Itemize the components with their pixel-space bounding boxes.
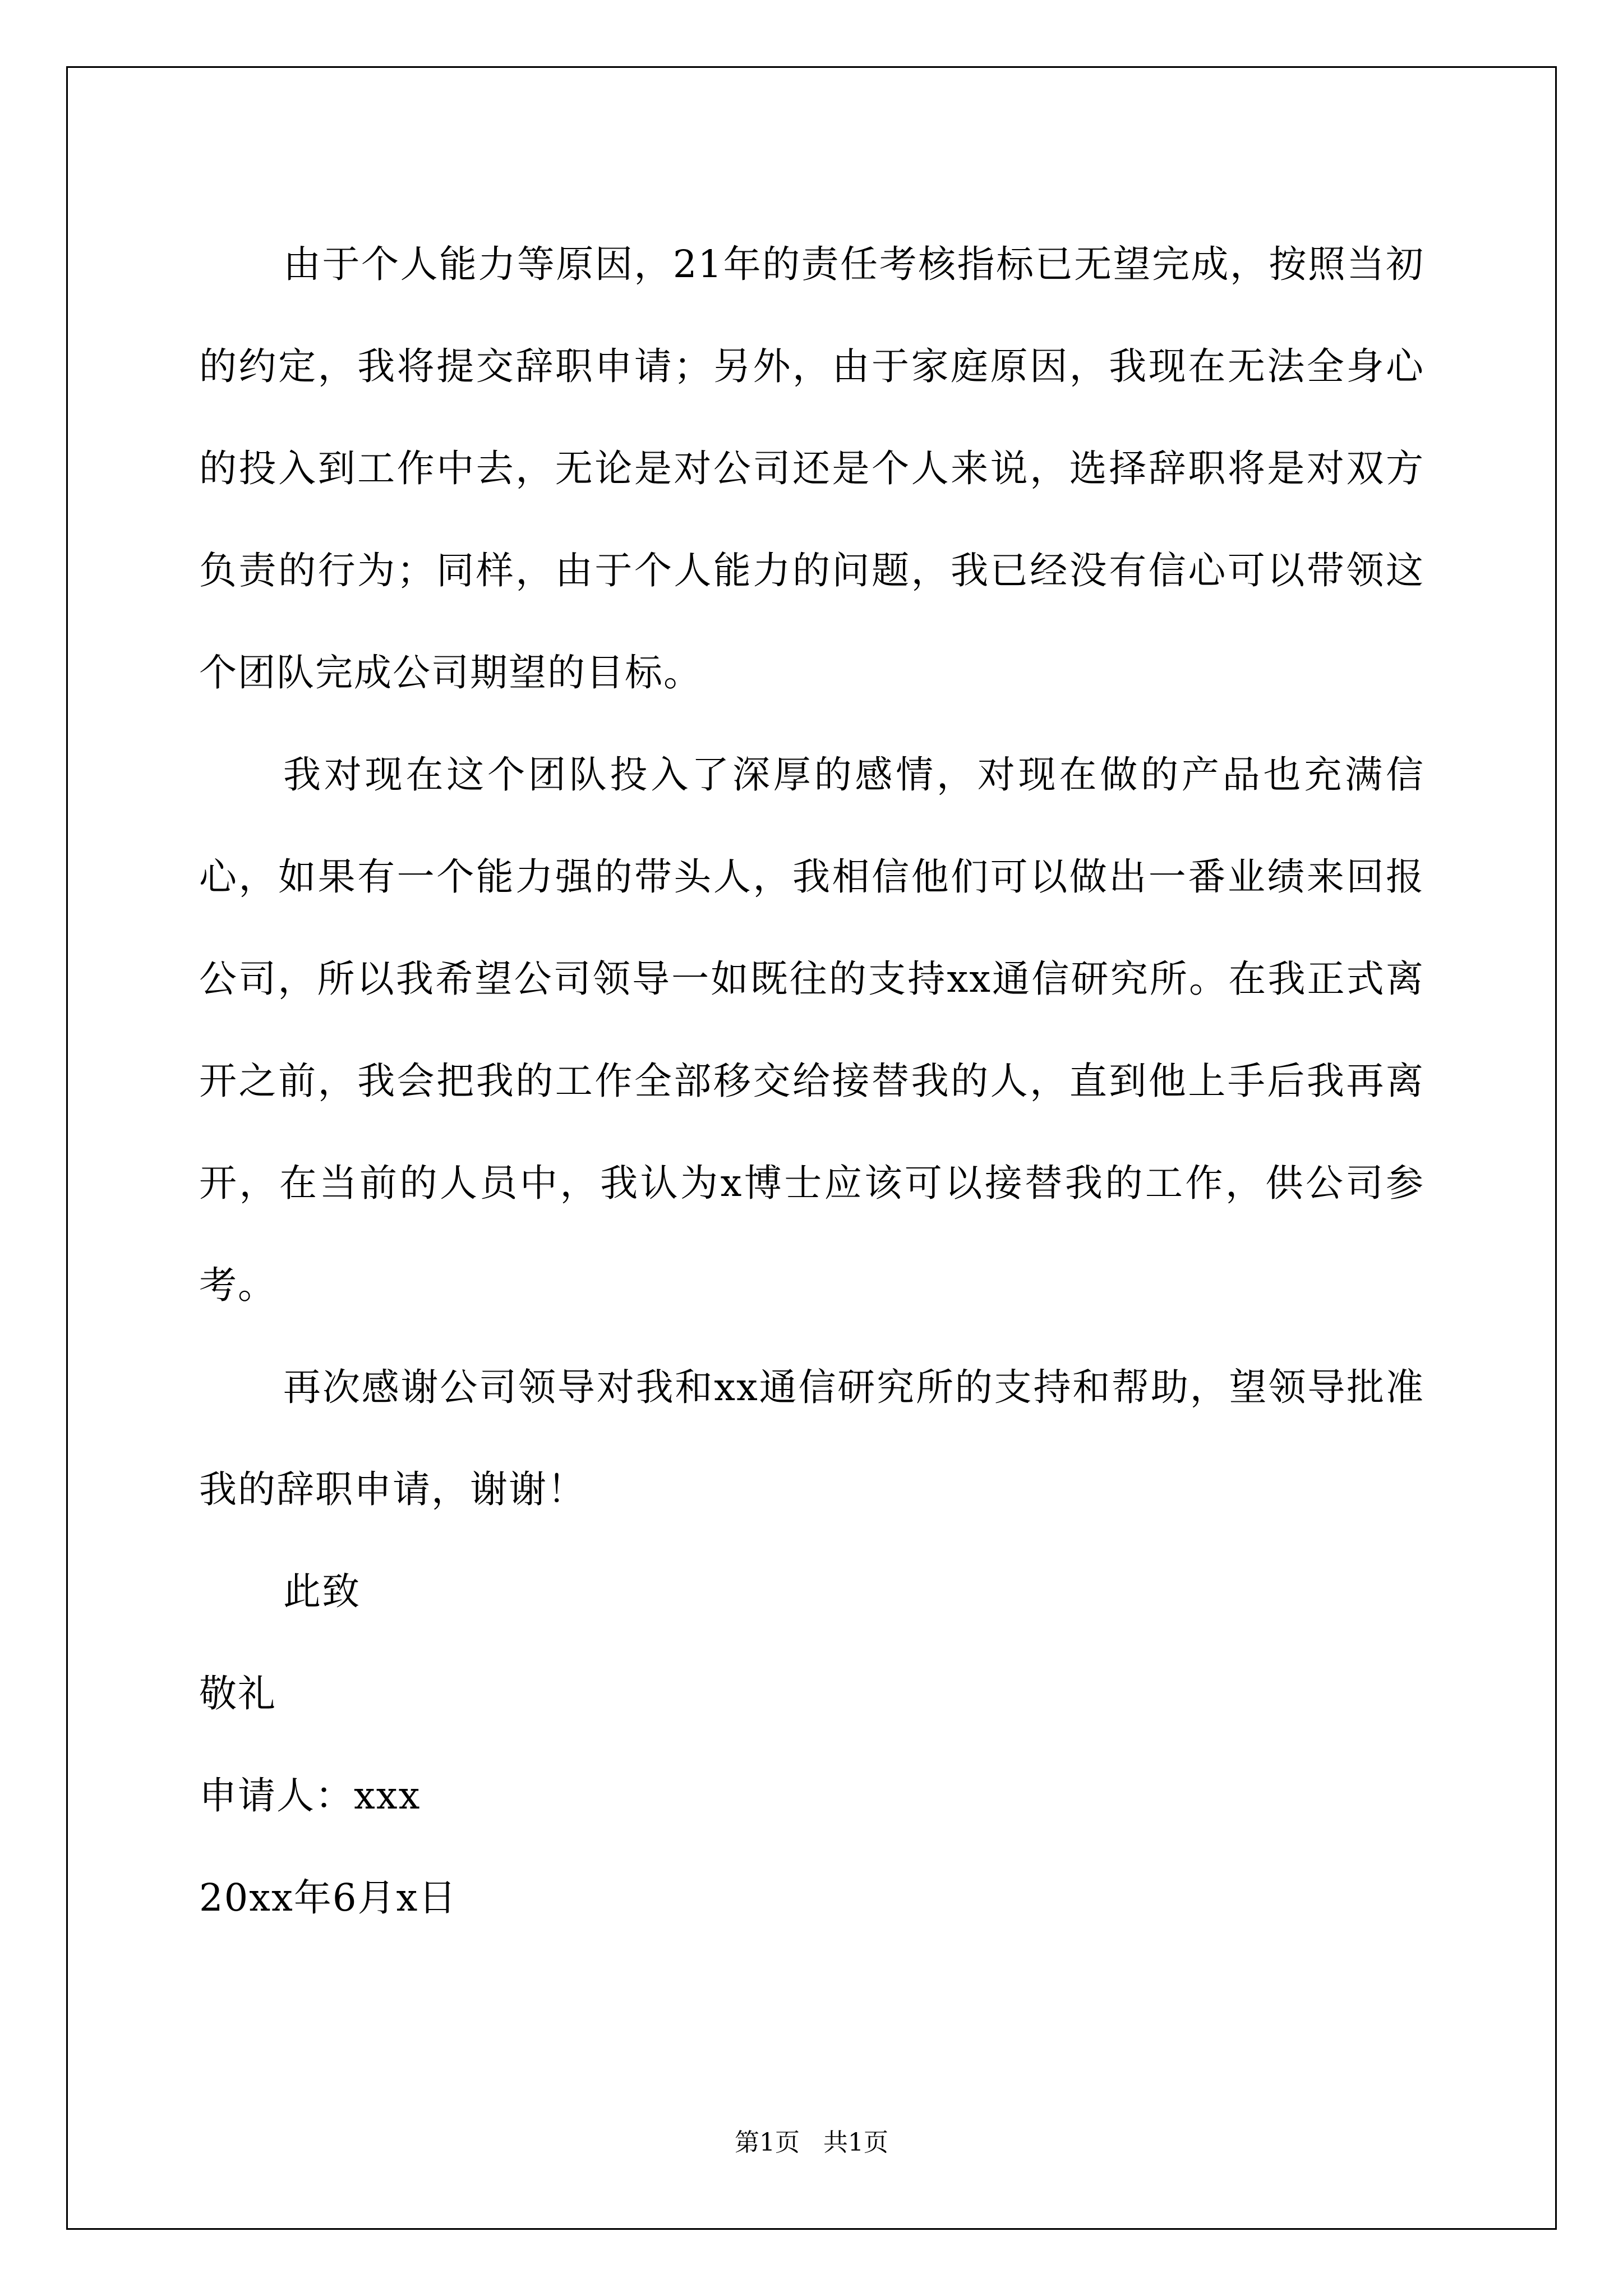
paragraph-3: 再次感谢公司领导对我和xx通信研究所的支持和帮助，望领导批准我的辞职申请，谢谢！: [199, 1365, 1424, 1511]
paragraph-2: 我对现在这个团队投入了深厚的感情，对现在做的产品也充满信心，如果有一个能力强的带头人，我相信他们可以做出一番业绩来回报公司，所以我希望公司领导一如既往的支持xx通信研究所。在我正式离开之前，我会把我的工作全部移交给接替我的人，直到他上手后我再离开，在当前的人员中，我认为x博士应该可以接替我的工作，供公司参考。: [199, 753, 1424, 1307]
paragraph-1: 由于个人能力等原因，21年的责任考核指标已无望完成，按照当初的约定，我将提交辞职申请；另外，由于家庭原因，我现在无法全身心的投入到工作中去，无论是对公司还是个人来说，选择辞职将是对双方负责的行为；同样，由于个人能力的问题，我已经没有信心可以带领这个团队完成公司期望的目标。: [199, 242, 1424, 694]
closing-line: 此致: [283, 1570, 361, 1613]
applicant-line: 申请人：xxx: [199, 1774, 421, 1818]
page-footer: 第1页 共1页: [735, 2128, 888, 2157]
salutation-line: 敬礼: [199, 1672, 276, 1715]
letter-body: [199, 213, 1424, 1949]
date-line: 20xx年6月x日: [199, 1876, 458, 1920]
